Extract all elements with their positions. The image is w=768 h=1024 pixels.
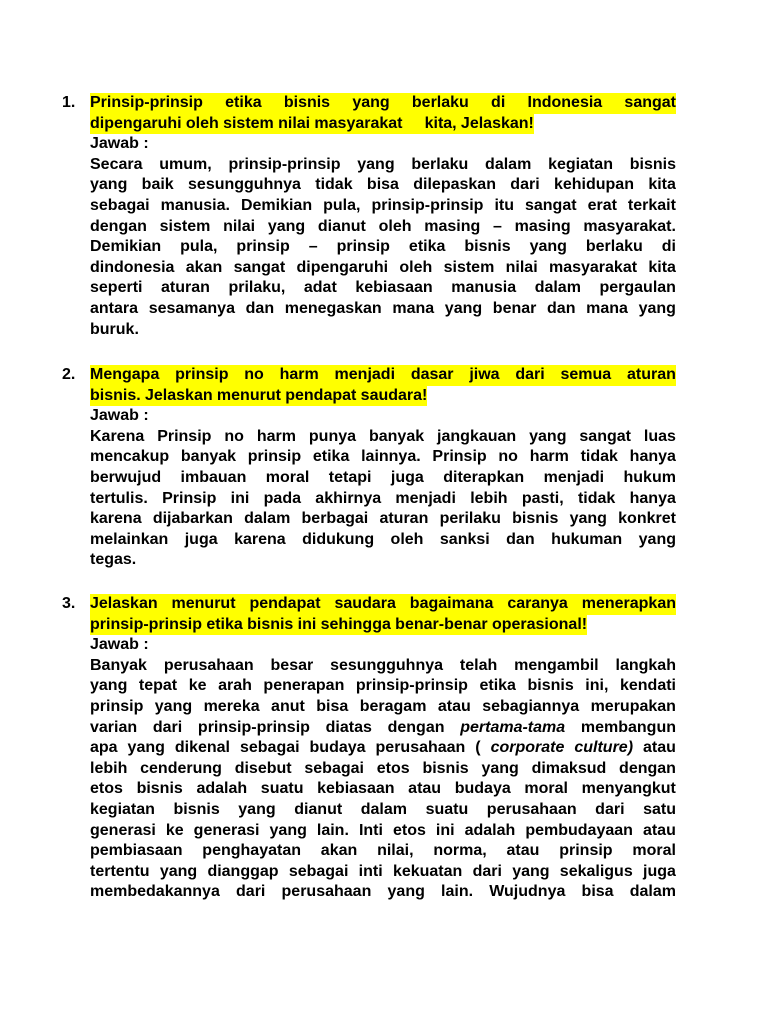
question-item-2 xyxy=(62,365,676,571)
answer-line: melainkan juga karena didukung oleh sanksi dan hukuman yang xyxy=(90,530,676,548)
jawab-label: Jawab : xyxy=(90,636,149,654)
answer-line: prinsip yang mereka anut bisa beragam atau sebagiannya merupakan xyxy=(90,697,676,715)
answer-line: yang tepat ke arah penerapan prinsip-prinsip etika bisnis ini, kendati xyxy=(90,677,676,695)
question-text xyxy=(62,594,676,635)
answer-block xyxy=(62,635,676,903)
answer-line: tertentu yang dianggap sebagai inti kekuatan dari yang sekaligus juga xyxy=(90,862,676,880)
answer-line: Banyak perusahaan besar sesungguhnya telah mengambil langkah xyxy=(90,656,676,674)
answer-line: etos bisnis adalah suatu kebiasaan atau budaya moral menyangkut xyxy=(90,780,676,798)
answer-line: seperti aturan prilaku, adat kebiasaan manusia dalam pergaulan xyxy=(90,279,676,297)
answer-block xyxy=(62,406,676,571)
question-text xyxy=(62,365,676,406)
answer-line: yang baik sesungguhnya tidak bisa dilepaskan dari kehidupan kita xyxy=(90,176,676,194)
question-line: bisnis. Jelaskan menurut pendapat saudara! xyxy=(90,386,427,407)
answer-line: dengan sistem nilai yang dianut oleh masing – masing masyarakat. xyxy=(90,217,676,235)
answer-line: Demikian pula, prinsip – prinsip etika bisnis yang berlaku di xyxy=(90,238,676,256)
question-line: Mengapa prinsip no harm menjadi dasar jiwa dari semua aturan xyxy=(90,365,676,386)
question-item-1 xyxy=(62,93,676,340)
answer-line: sebagai manusia. Demikian pula, prinsip-prinsip itu sangat erat terkait xyxy=(90,196,676,214)
answer-line: mencakup banyak prinsip etika lainnya. Prinsip no harm tidak hanya xyxy=(90,448,676,466)
question-number: 2. xyxy=(62,366,76,383)
answer-line: Secara umum, prinsip-prinsip yang berlaku dalam kegiatan bisnis xyxy=(90,155,676,173)
question-item-3 xyxy=(62,594,676,903)
answer-line: antara sesamanya dan menegaskan mana yang benar dan mana yang xyxy=(90,299,676,317)
question-line: Jelaskan menurut pendapat saudara bagaimana caranya menerapkan xyxy=(90,594,676,615)
answer-line: lebih cenderung disebut sebagai etos bisnis yang dimaksud dengan xyxy=(90,759,676,777)
answer-line: Karena Prinsip no harm punya banyak jangkauan yang sangat luas xyxy=(90,427,676,445)
question-number: 3. xyxy=(62,595,76,612)
answer-line: apa yang dikenal sebagai budaya perusahaan ( corporate culture) atau xyxy=(90,739,676,757)
question-line: dipengaruhi oleh sistem nilai masyarakat kita, Jelaskan! xyxy=(90,114,534,135)
answer-line: kegiatan bisnis yang dianut dalam suatu perusahaan dari satu xyxy=(90,800,676,818)
answer-line: dindonesia akan sangat dipengaruhi oleh sistem nilai masyarakat kita xyxy=(90,258,676,276)
question-text xyxy=(62,93,676,134)
question-line: prinsip-prinsip etika bisnis ini sehingga benar-benar operasional! xyxy=(90,615,587,636)
answer-line: membedakannya dari perusahaan yang lain. Wujudnya bisa dalam xyxy=(90,883,676,901)
answer-line: generasi ke generasi yang lain. Inti etos ini adalah pembudayaan atau xyxy=(90,821,676,839)
answer-block xyxy=(62,134,676,340)
jawab-label: Jawab : xyxy=(90,135,149,153)
answer-line: buruk. xyxy=(90,320,139,338)
question-line: Prinsip-prinsip etika bisnis yang berlaku di Indonesia sangat xyxy=(90,93,676,114)
answer-line: tegas. xyxy=(90,551,137,569)
jawab-label: Jawab : xyxy=(90,407,149,425)
answer-line: tertulis. Prinsip ini pada akhirnya menjadi lebih pasti, tidak hanya xyxy=(90,489,676,507)
question-number: 1. xyxy=(62,94,76,111)
answer-line: berwujud imbauan moral tetapi juga diterapkan menjadi hukum xyxy=(90,468,676,486)
answer-line: varian dari prinsip-prinsip diatas dengan pertama-tama membangun xyxy=(90,718,676,736)
answer-line: pembiasaan penghayatan akan nilai, norma, atau prinsip moral xyxy=(90,842,676,860)
answer-line: karena dijabarkan dalam berbagai aturan perilaku bisnis yang konkret xyxy=(90,510,676,528)
